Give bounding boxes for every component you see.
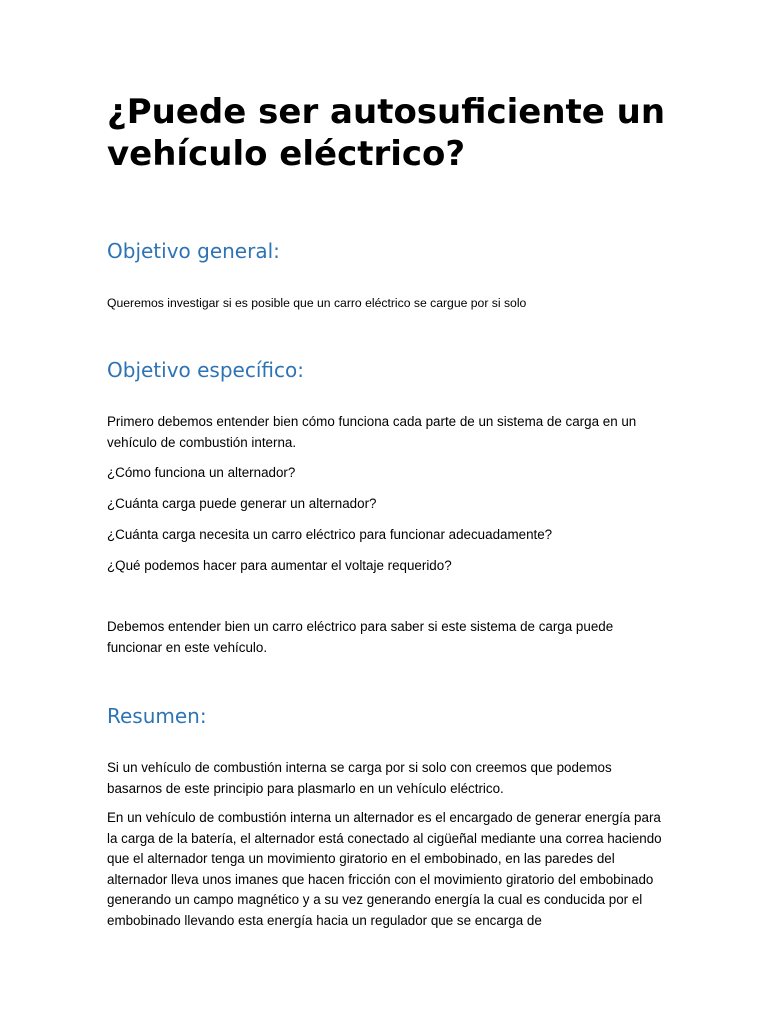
question-carga-carro: ¿Cuánta carga necesita un carro eléctrico para funcionar adecuadamente? xyxy=(107,527,553,542)
paragraph-entender-carro: Debemos entender bien un carro eléctrico para saber si este sistema de carga puede funcionar en este vehículo. xyxy=(107,619,614,655)
heading-objetivo-especifico: Objetivo específico: xyxy=(107,358,304,382)
document-title: ¿Puede ser autosuficiente un vehículo eléctrico? xyxy=(107,92,666,174)
paragraph-objetivo-general: Queremos investigar si es posible que un carro eléctrico se cargue por si solo xyxy=(107,296,527,310)
paragraph-resumen-2: En un vehículo de combustión interna un alternador es el encargado de generar energía para la carga de la batería, el alternador está conectado al cigüeñal mediante una correa haciendo que el alternador tenga un movimiento giratorio en el embobinado, en las paredes del alternador lleva unos imanes que hacen fricción con el movimiento giratorio del embobinado generando un campo magnético y a su vez generando energía la cual es conducida por el embobinado llevando esta energía hacia un regulador que se encarga de xyxy=(107,810,662,928)
heading-objetivo-general: Objetivo general: xyxy=(107,239,280,263)
heading-resumen: Resumen: xyxy=(107,704,207,728)
paragraph-resumen-1: Si un vehículo de combustión interna se carga por si solo con creemos que podemos basarnos de este principio para plasmarlo en un vehículo eléctrico. xyxy=(107,760,612,796)
question-alternador: ¿Cómo funciona un alternador? xyxy=(107,465,296,480)
paragraph-intro: Primero debemos entender bien cómo funciona cada parte de un sistema de carga en un vehículo de combustión interna. xyxy=(107,414,637,450)
question-carga-alternador: ¿Cuánta carga puede generar un alternador? xyxy=(107,496,377,511)
question-voltaje: ¿Qué podemos hacer para aumentar el voltaje requerido? xyxy=(107,558,452,573)
